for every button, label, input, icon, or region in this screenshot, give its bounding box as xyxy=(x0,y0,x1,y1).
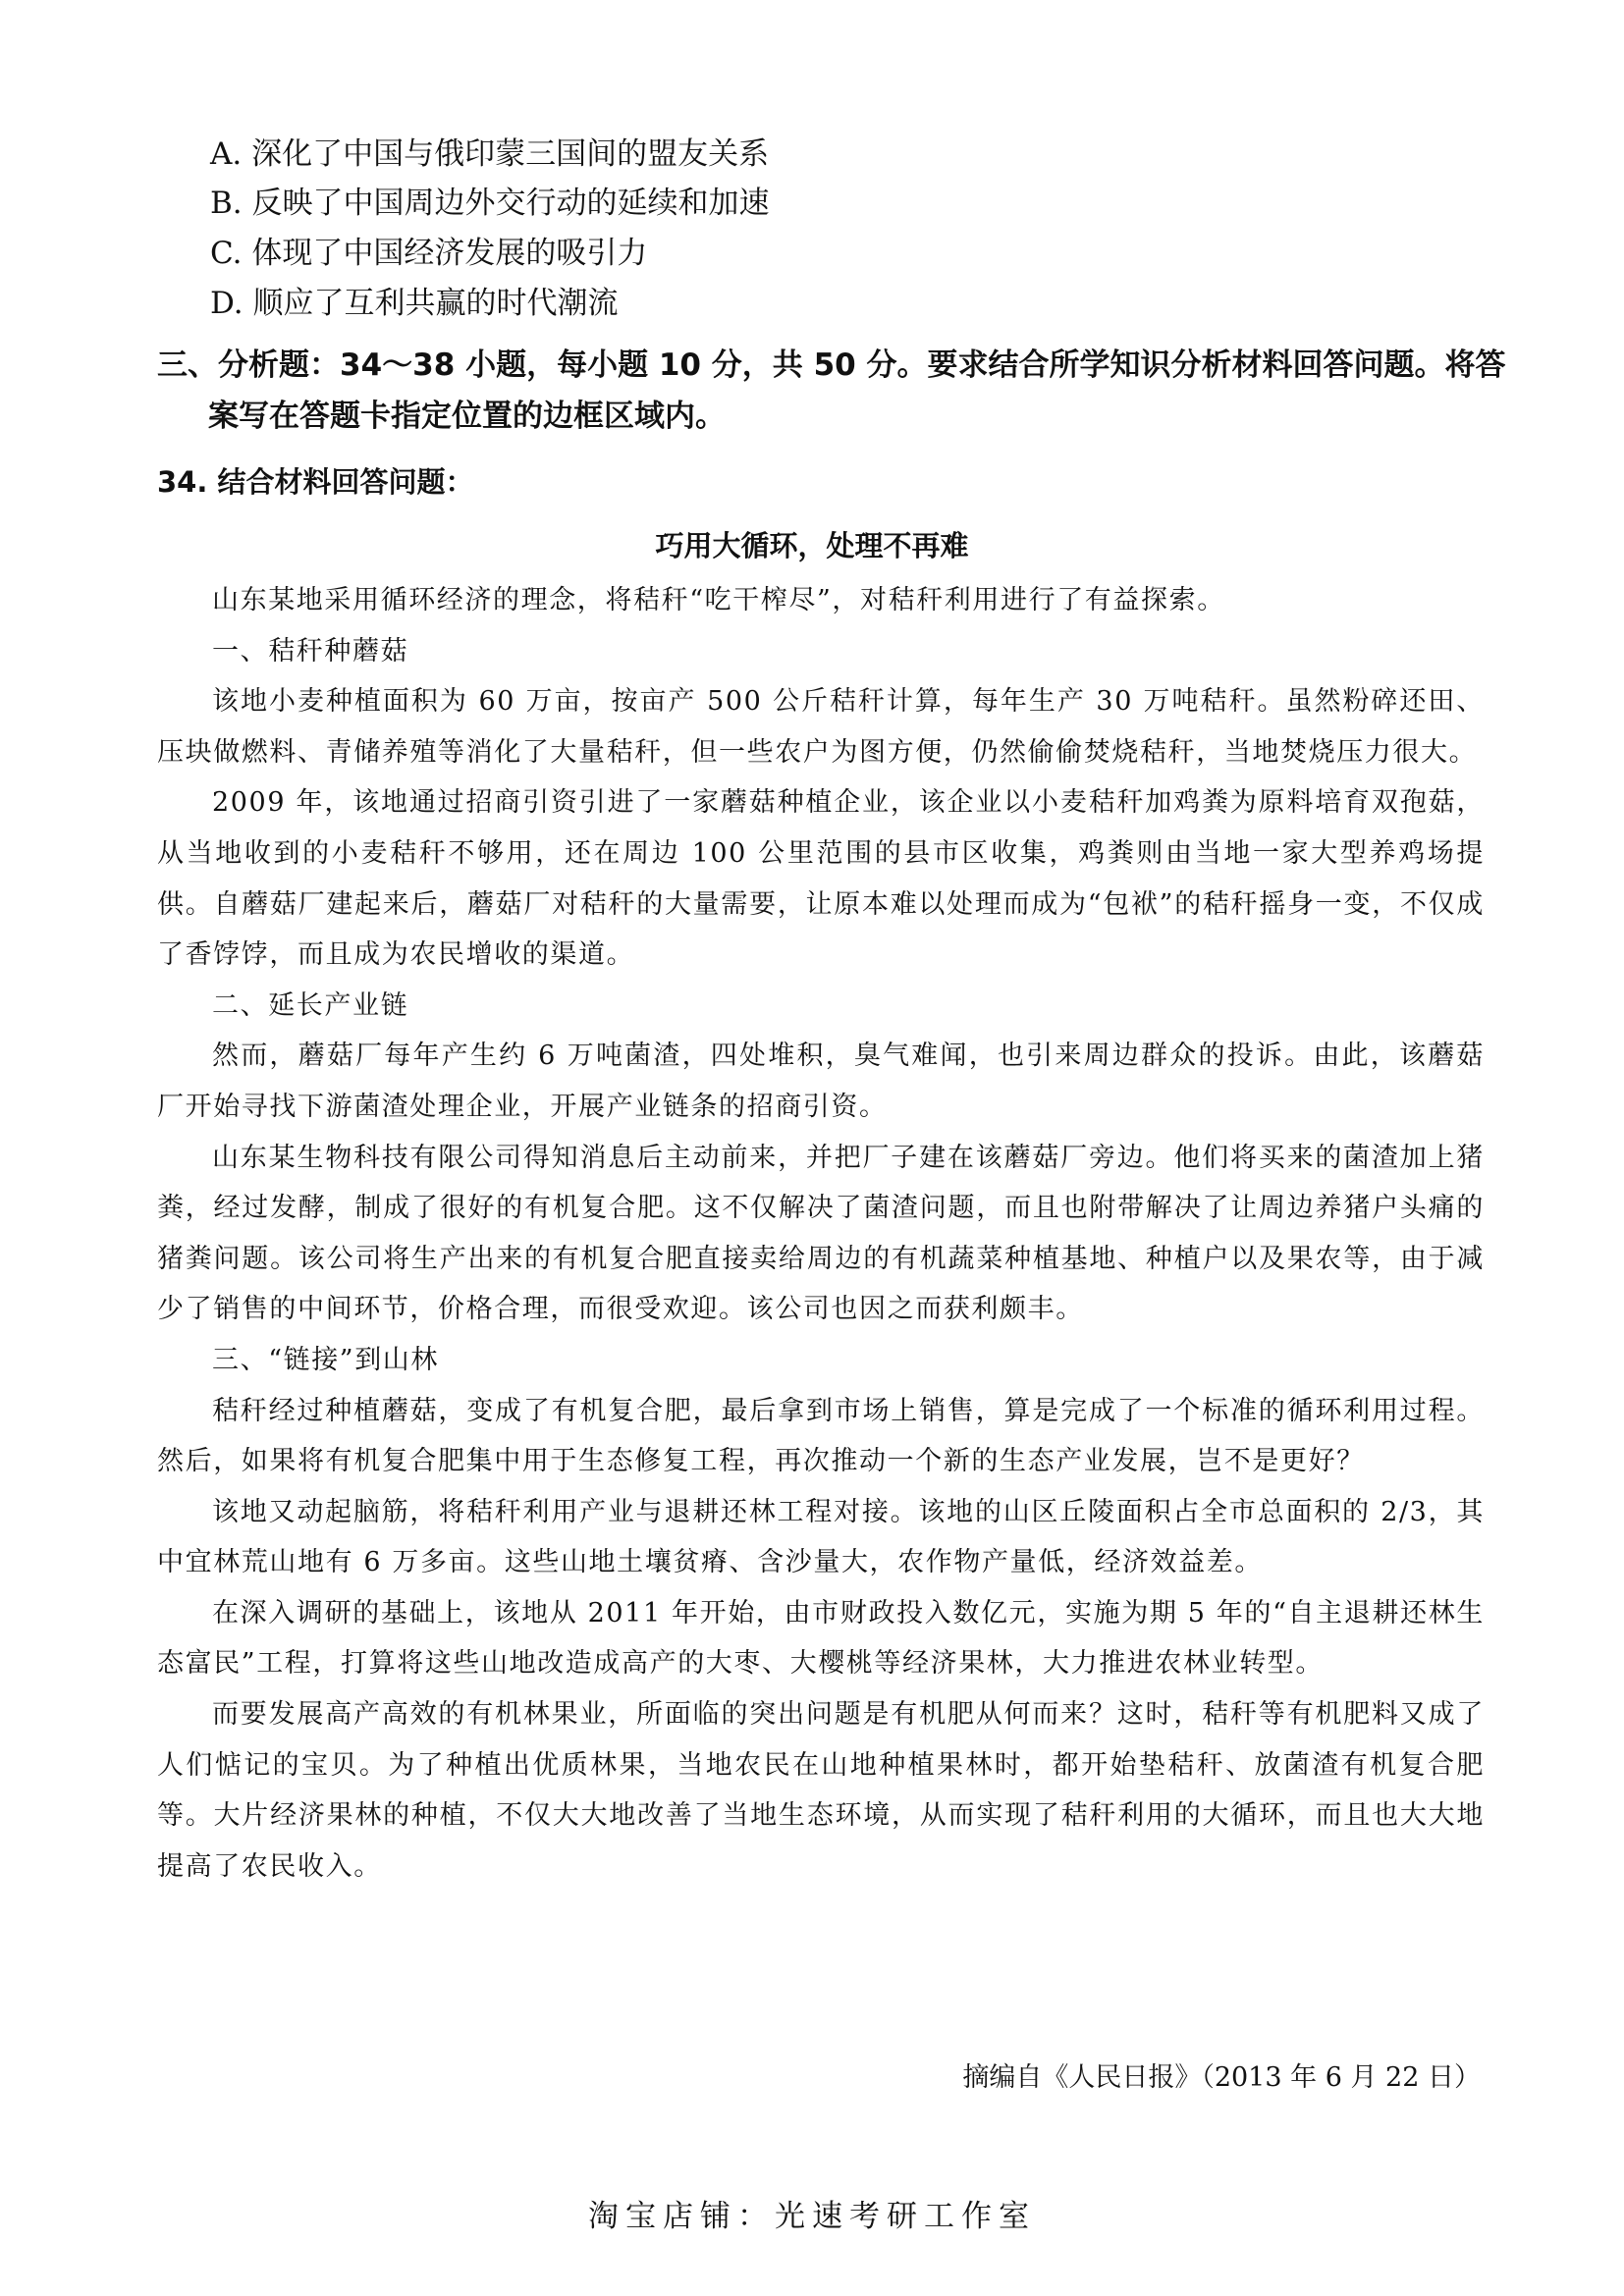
article-subheading: 三、“链接”到山林 xyxy=(212,1344,440,1375)
option-b: B. 反映了中国周边外交行动的延续和加速 xyxy=(210,186,770,221)
article-paragraph: 在深入调研的基础上，该地从 2011 年开始，由市财政投入数亿元，实施为期 5 年的“自主退耕还林生态富民”工程，打算将这些山地改造成高产的大枣、大樱桃等经济果林，大力推进农林业转型。 xyxy=(157,1597,1485,1680)
article-title: 巧用大循环，处理不再难 xyxy=(655,529,969,562)
option-a: A. 深化了中国与俄印蒙三国间的盟友关系 xyxy=(210,136,770,172)
article-paragraph: 该地小麦种植面积为 60 万亩，按亩产 500 公斤秸秆计算，每年生产 30 万吨秸秆。虽然粉碎还田、压块做燃料、青储养殖等消化了大量秸秆，但一些农户为图方便，仍然偷偷焚烧秸秆，当地焚烧压力很大。 xyxy=(157,686,1485,768)
section-heading-line2: 案写在答题卡指定位置的边框区域内。 xyxy=(208,399,726,434)
section-heading xyxy=(157,340,1506,442)
section-heading-line1: 三、分析题：34～38 小题，每小题 10 分，共 50 分。要求结合所学知识分析材料回答问题。将答 xyxy=(157,347,1506,383)
article-paragraph: 2009 年，该地通过招商引资引进了一家蘑菇种植企业，该企业以小麦秸秆加鸡粪为原料培育双孢菇，从当地收到的小麦秸秆不够用，还在周边 100 公里范围的县市区收集，鸡粪则由当地一家大型养鸡场提供。自蘑菇厂建起来后，蘑菇厂对秸秆的大量需要，让原本难以处理而成为“包袱”的秸秆摇身一变，不仅成了香饽饽，而且成为农民增收的渠道。 xyxy=(157,787,1485,971)
article-paragraph: 山东某地采用循环经济的理念，将秸秆“吃干榨尽”，对秸秆利用进行了有益探索。 xyxy=(212,585,1225,615)
question-heading: 34. 结合材料回答问题： xyxy=(157,465,474,499)
article-paragraph: 山东某生物科技有限公司得知消息后主动前来，并把厂子建在该蘑菇厂旁边。他们将买来的菌渣加上猪粪，经过发酵，制成了很好的有机复合肥。这不仅解决了菌渣问题，而且也附带解决了让周边养猪户头痛的猪粪问题。该公司将生产出来的有机复合肥直接卖给周边的有机蔬菜种植基地、种植户以及果农等，由于减少了销售的中间环节，价格合理，而很受欢迎。该公司也因之而获利颇丰。 xyxy=(157,1142,1485,1325)
article-paragraph: 该地又动起脑筋，将秸秆利用产业与退耕还林工程对接。该地的山区丘陵面积占全市总面积的 2/3，其中宜林荒山地有 6 万多亩。这些山地土壤贫瘠、含沙量大，农作物产量低，经济效益差。 xyxy=(157,1496,1485,1578)
article-subheading: 二、延长产业链 xyxy=(212,989,409,1021)
article-source: 摘编自《人民日报》（2013 年 6 月 22 日） xyxy=(962,2062,1481,2093)
article-paragraph: 秸秆经过种植蘑菇，变成了有机复合肥，最后拿到市场上销售，算是完成了一个标准的循环利用过程。然后，如果将有机复合肥集中用于生态修复工程，再次推动一个新的生态产业发展，岂不是更好？ xyxy=(157,1395,1485,1477)
option-d: D. 顺应了互利共赢的时代潮流 xyxy=(210,286,619,321)
article-body xyxy=(157,575,1485,1892)
article-paragraph: 而要发展高产高效的有机林果业，所面临的突出问题是有机肥从何而来？这时，秸秆等有机肥料又成了人们惦记的宝贝。为了种植出优质林果，当地农民在山地种植果林时，都开始垫秸秆、放菌渣有机复合肥等。大片经济果林的种植，不仅大大地改善了当地生态环境，从而实现了秸秆利用的大循环，而且也大大地提高了农民收入。 xyxy=(157,1699,1485,1882)
page-footer: 淘宝店铺：光速考研工作室 xyxy=(588,2199,1036,2234)
article-paragraph: 然而，蘑菇厂每年产生约 6 万吨菌渣，四处堆积，臭气难闻，也引来周边群众的投诉。由此，该蘑菇厂开始寻找下游菌渣处理企业，开展产业链条的招商引资。 xyxy=(157,1041,1485,1122)
article-subheading: 一、秸秆种蘑菇 xyxy=(212,635,409,667)
option-c: C. 体现了中国经济发展的吸引力 xyxy=(210,236,648,271)
